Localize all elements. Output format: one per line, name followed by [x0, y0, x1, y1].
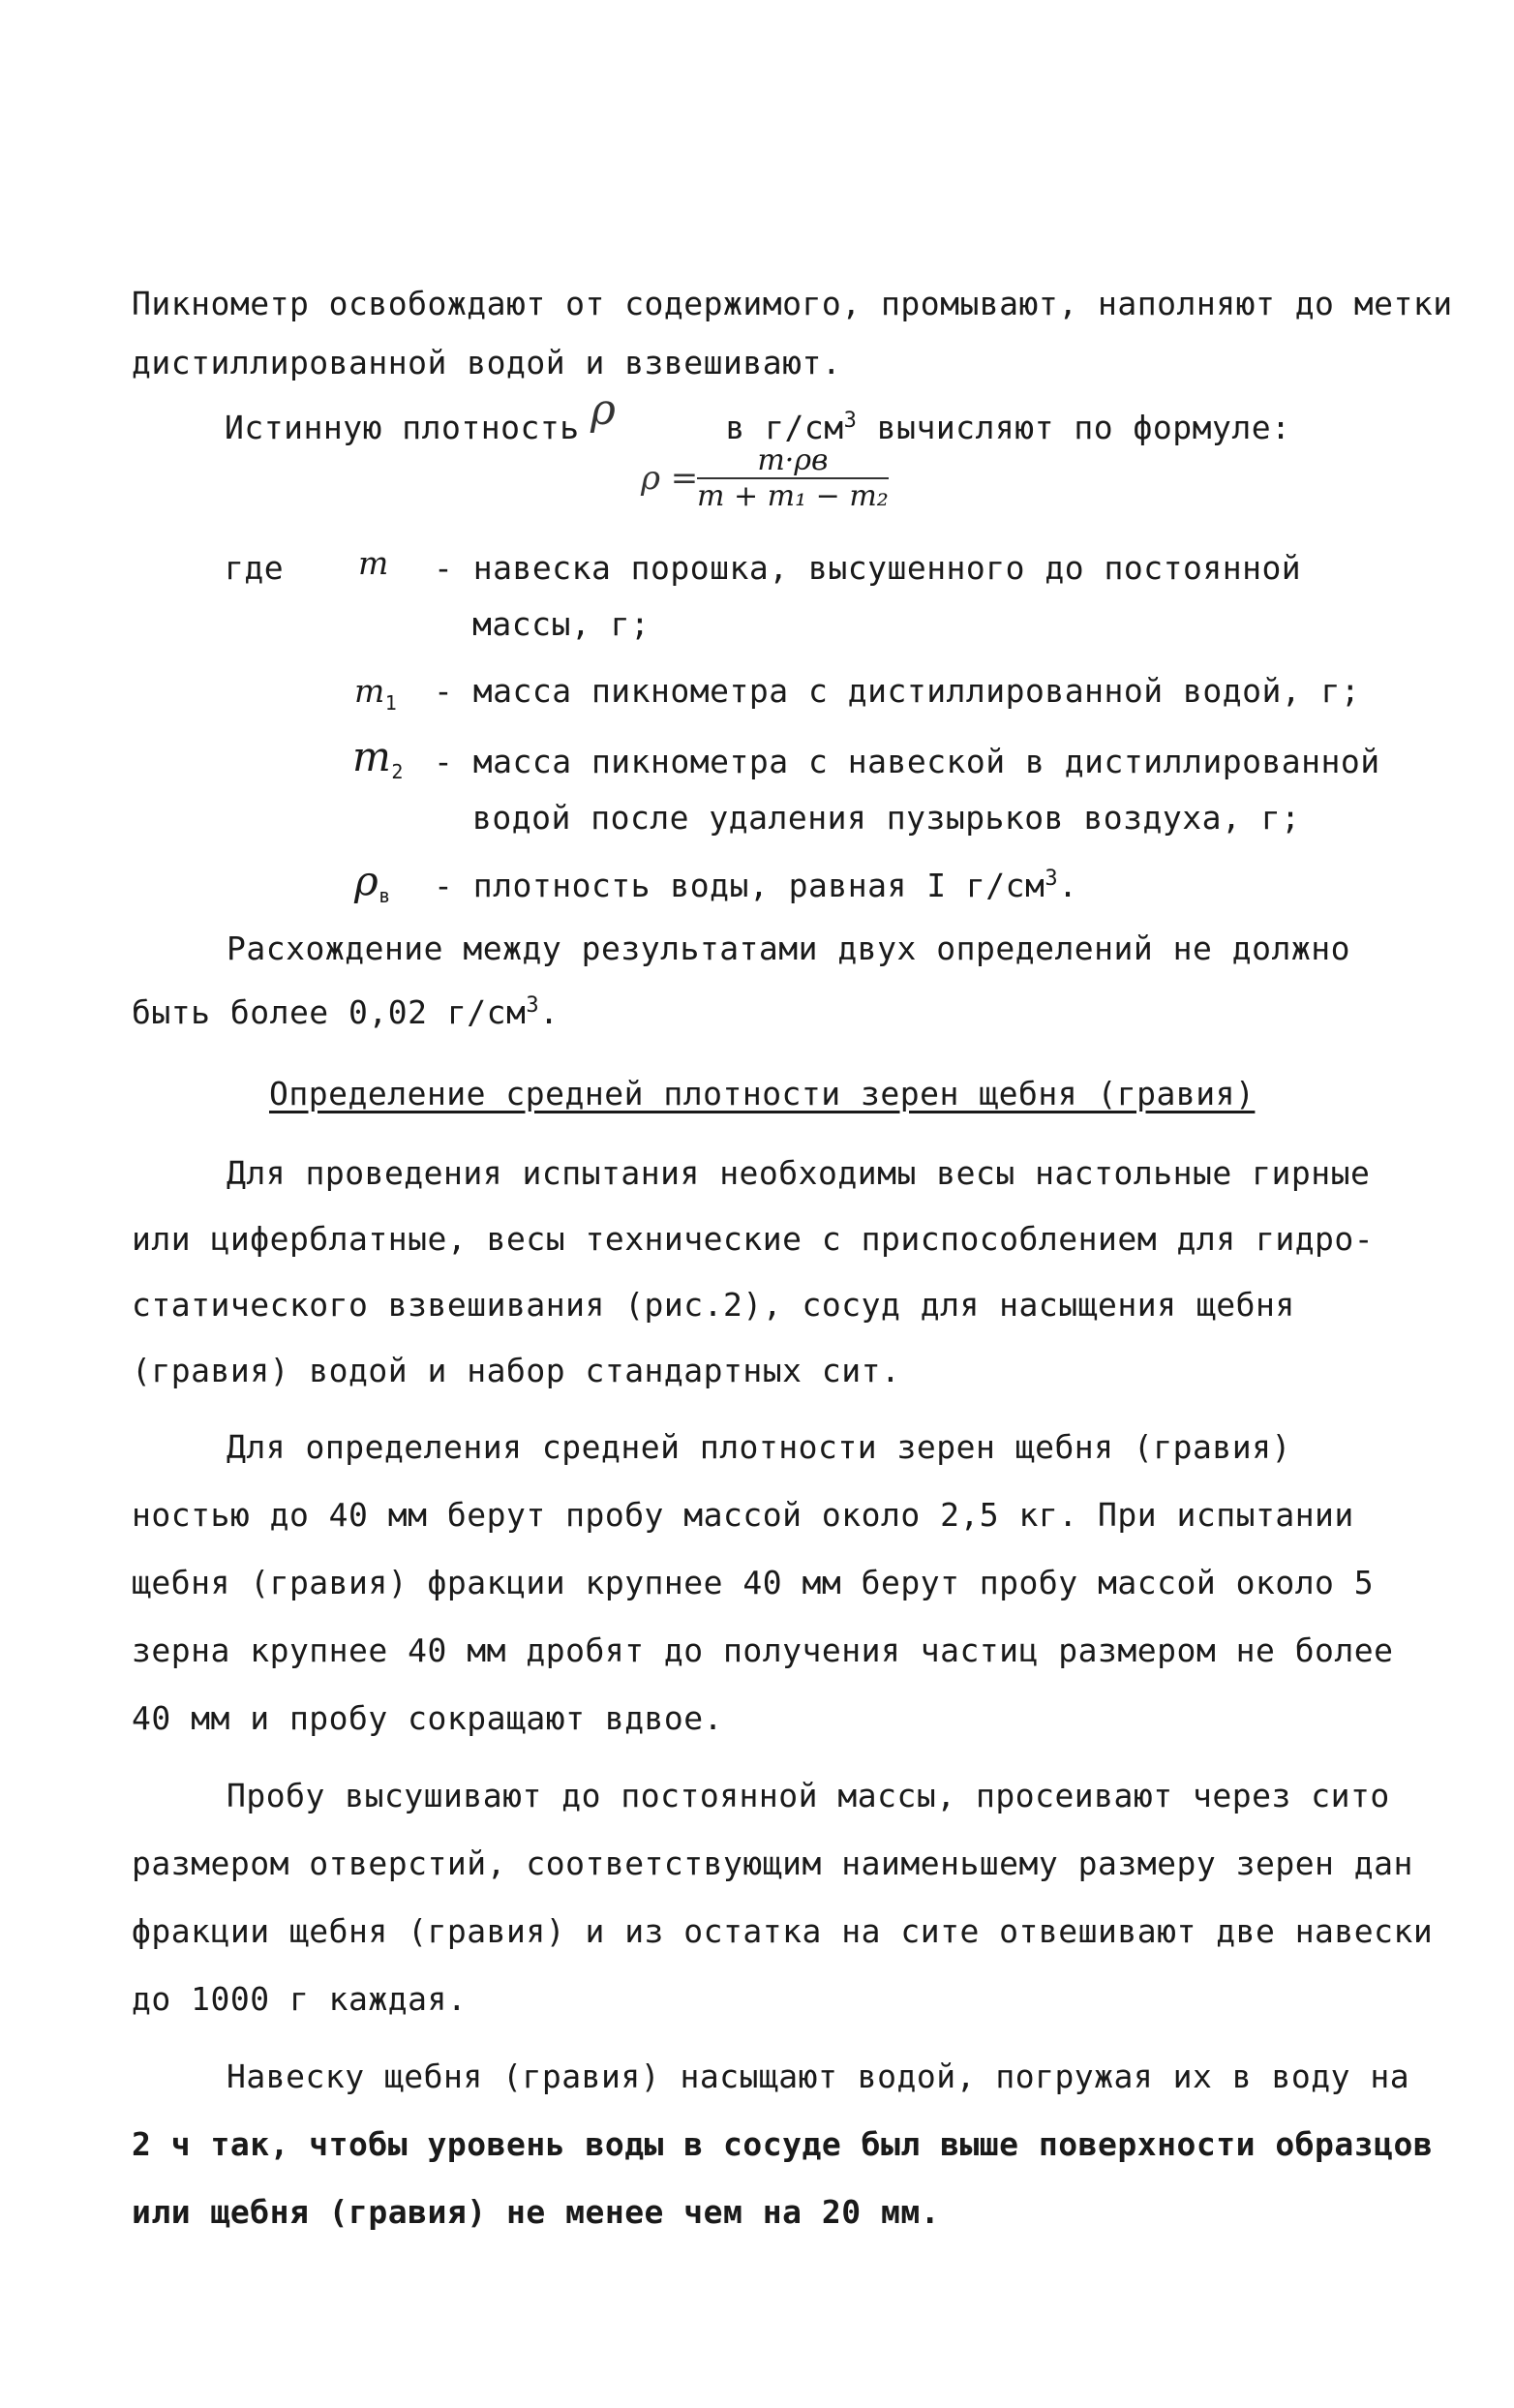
legend-symbol: $m_1$: [354, 672, 398, 715]
legend-text: - масса пикнометра с дистиллированной водой, г;: [434, 672, 1361, 710]
text-line: Навеску щебня (гравия) насыщают водой, погружая их в воду на: [227, 2057, 1410, 2095]
text-line: 2 ч так, чтобы уровень воды в сосуде был выше поверхности образцов: [132, 2125, 1434, 2163]
text-line: или щебня (гравия) не менее чем на 20 мм.: [132, 2193, 941, 2231]
text-line: статического взвешивания (рис.2), сосуд для насыщения щебня: [132, 1286, 1295, 1324]
legend-symbol: m: [358, 544, 389, 582]
where-label: где: [225, 549, 285, 587]
legend-symbol: $m_2$: [352, 733, 404, 783]
text-line: 40 мм и пробу сокращают вдвое.: [132, 1699, 724, 1737]
formula-denominator: m + m₁ − m₂: [697, 479, 889, 513]
legend-text: - плотность воды, равная I $г/см^3$.: [434, 867, 1078, 904]
legend-text: водой после удаления пузырьков воздуха, г;: [472, 799, 1301, 837]
legend-text: массы, г;: [472, 605, 651, 643]
text-line: до 1000 г каждая.: [132, 1980, 468, 2018]
text-line: или циферблатные, весы технические с приспособлением для гидро-: [132, 1220, 1375, 1258]
section-heading: Определение средней плотности зерен щебня (гравия): [269, 1075, 1256, 1113]
superscript: 3: [843, 409, 858, 433]
rho-symbol: ρ: [590, 385, 616, 435]
text-line: Для проведения испытания необходимы весы настольные гирные: [227, 1154, 1371, 1192]
formula-numerator: m·ρв: [697, 443, 889, 479]
formula-fraction: [697, 443, 889, 513]
text-line: фракции щебня (гравия) и из остатка на сите отвешивают две навески: [132, 1912, 1434, 1950]
text-fragment: Истинную плотность: [225, 409, 580, 446]
formula-lhs: ρ =: [641, 459, 699, 498]
text-line: ностью до 40 мм берут пробу массой около 2,5 кг. При испытании: [132, 1496, 1354, 1534]
text-line: Для определения средней плотности зерен щебня (гравия): [227, 1428, 1291, 1466]
text-line: быть более 0,02 $г/см^3$.: [132, 993, 560, 1031]
text-line: щебня (гравия) фракции крупнее 40 мм берут пробу массой около 5: [132, 1564, 1375, 1601]
text-fragment: вычисляют по формуле:: [857, 409, 1291, 446]
text-line: размером отверстий, соответствующим наименьшему размеру зерен дан: [132, 1844, 1413, 1882]
text-line: дистиллированной водой и взвешивают.: [132, 344, 842, 381]
text-fragment: в г/см: [725, 409, 844, 446]
text-line: зерна крупнее 40 мм дробят до получения частиц размером не более: [132, 1631, 1394, 1669]
legend-text: - масса пикнометра с навеской в дистиллированной: [434, 743, 1380, 780]
legend-symbol: $\rho_в$: [354, 857, 391, 907]
legend-text: - навеска порошка, высушенного до постоянной: [434, 549, 1302, 587]
text-line: Расхождение между результатами двух определений не должно: [227, 930, 1350, 967]
text-line: (гравия) водой и набор стандартных сит.: [132, 1352, 901, 1389]
text-line: Пикнометр освобождают от содержимого, промывают, наполняют до метки: [132, 285, 1453, 322]
text-line: Пробу высушивают до постоянной массы, просеивают через сито: [227, 1777, 1390, 1814]
